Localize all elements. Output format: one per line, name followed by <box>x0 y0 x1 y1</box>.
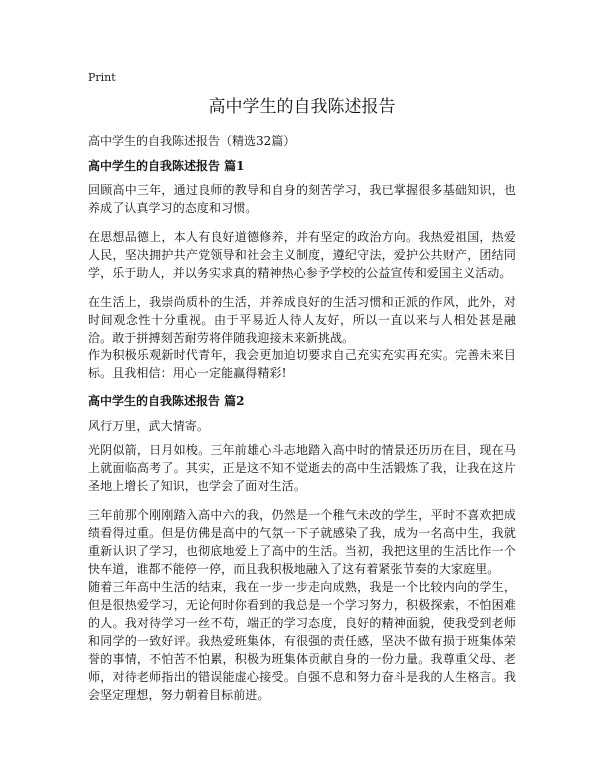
print-link[interactable]: Print <box>88 71 116 84</box>
paragraph: 风行万里，武大情寄。 <box>88 419 210 433</box>
page-title: 高中学生的自我陈述报告 <box>208 97 396 117</box>
paragraph: 在思想品德上，本人有良好道德修养，并有坚定的政治方向。我热爱祖国，热爱人民，坚决拥护共产党领导和社会主义制度，遵纪守法，爱护公共财产，团结同学，乐于助人，并以务实求真的精神热心参予学校的公益宣传和爱国主义活动。 <box>88 230 516 280</box>
section-heading-1: 高中学生的自我陈述报告 篇1 <box>88 159 245 173</box>
paragraph: 作为积极乐观新时代青年，我会更加迫切要求自己充实充实再充实。完善未来目标。且我相信：用心一定能赢得精彩! <box>88 348 516 380</box>
paragraph: 三年前那个刚刚踏入高中六的我，仍然是一个稚气未改的学生，平时不喜欢把成绩看得过重。但是仿佛是高中的气氛一下子就感染了我，成为一名高中生，我就重新认识了学习，也彻底地爱上了高中的生活。当初，我把这里的生活比作一个快车道，谁都不能停一停，而且我积极地融入了这有着紧张节奏的大家庭里。 <box>88 508 516 576</box>
paragraph: 随着三年高中生活的结束，我在一步一步走向成熟，我是一个比较内向的学生，但是很热爱学习，无论何时你看到的我总是一个学习努力，积极探索，不怕困难的人。我对待学习一丝不苟，端正的学习态度，良好的精神面貌，使我受到老师和同学的一致好评。我热爱班集体，有很强的责任感，坚决不做有损于班集体荣誉的事情，不怕苦不怕累，积极为班集体贡献自身的一份力量。我尊重父母、老师，对待老师指出的错误能虚心接受。自强不息和努力奋斗是我的人生格言。我会坚定理想，努力朝着目标前进。 <box>88 580 516 702</box>
paragraph: 回顾高中三年，通过良师的教导和自身的刻苦学习，我已掌握很多基础知识，也养成了认真学习的态度和习惯。 <box>88 183 516 215</box>
paragraph: 在生活上，我崇尚质朴的生活，并养成良好的生活习惯和正派的作风，此外，对时间观念性十分重视。由于平易近人待人友好，所以一直以来与人相处甚是融洽。敢于拼搏刻苦耐劳将伴随我迎接未来新挑战。 <box>88 295 516 345</box>
paragraph: 光阴似箭，日月如梭。三年前雄心斗志地踏入高中时的情景还历历在目，现在马上就面临高考了。其实，正是这不知不觉逝去的高中生活锻炼了我，让我在这片圣地上增长了知识，也学会了面对生活。 <box>88 443 516 493</box>
document-subtitle: 高中学生的自我陈述报告（精选32篇） <box>88 134 296 148</box>
section-heading-2: 高中学生的自我陈述报告 篇2 <box>88 394 245 408</box>
